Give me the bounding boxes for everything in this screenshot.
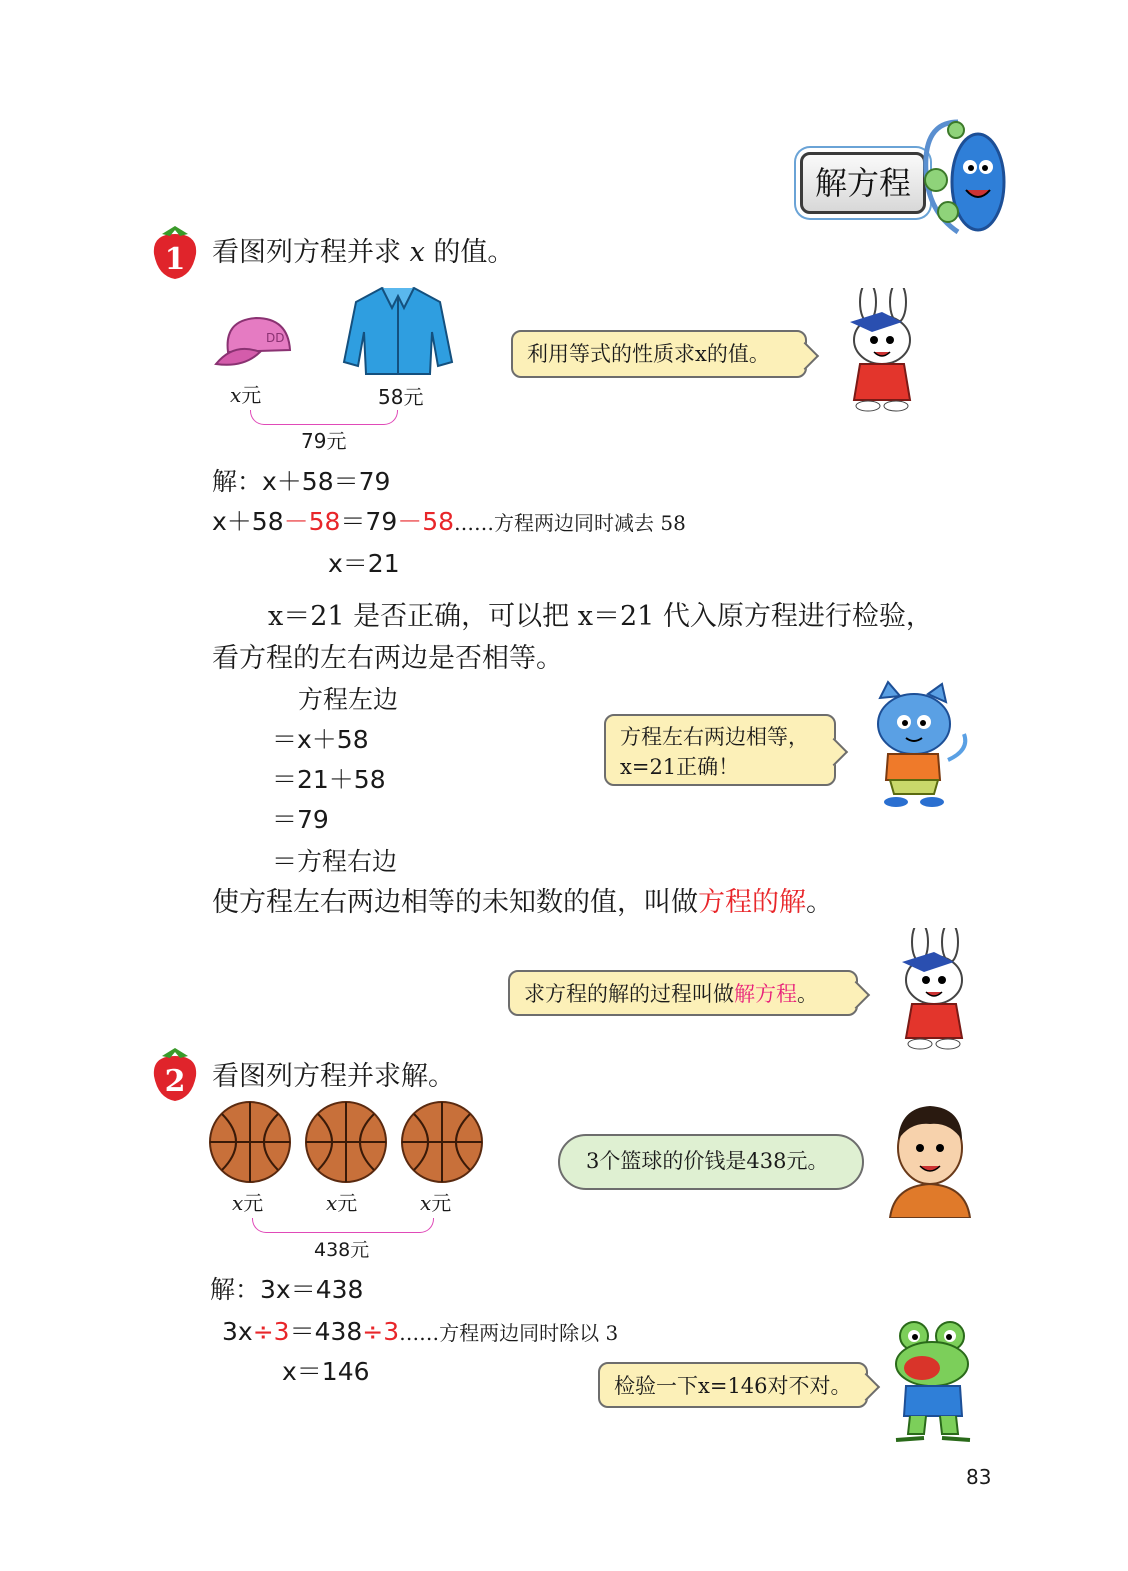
boy-speech-bubble: 3个篮球的价钱是438元。 [558,1134,864,1190]
check-line-1: 方程左边 [298,685,399,714]
rabbit-speech-bubble: 利用等式的性质求x的值。 [511,330,807,378]
q1-solution-line3: x＝21 [328,549,400,578]
basketball-icon [402,1102,482,1182]
svg-text:2: 2 [164,1064,186,1099]
basketballs-group [208,1100,486,1184]
q1-check-paragraph-line2: 看方程的左右两边是否相等。 [212,643,563,674]
strawberry-number-1-icon [150,224,200,280]
frog-speech-bubble: 检验一下x=146对不对。 [598,1362,868,1408]
pink-cap-icon [214,312,296,374]
check-line-4: ＝79 [272,805,329,834]
q1-solution-line1: 解：x＋58＝79 [212,467,391,496]
q1-total-label: 79元 [301,429,347,453]
boy-icon [880,1100,976,1218]
rabbit-teacher-icon [832,288,924,414]
strawberry-number-2-icon [150,1046,200,1102]
jacket-price-label: 58元 [378,385,424,409]
svg-text:1: 1 [164,242,186,277]
rabbit-speech-bubble-2: 求方程的解的过程叫做解方程。 [508,970,858,1016]
page-number: 83 [966,1465,992,1489]
definition-sentence: 使方程左右两边相等的未知数的值，叫做方程的解。 [212,887,833,918]
svg-text:DD: DD [266,331,285,345]
section-title: 解方程 [800,152,926,214]
q1-check-paragraph-line1: x＝21 是否正确，可以把 x＝21 代入原方程进行检验， [268,601,933,632]
ball-price-label-3: x元 [420,1191,452,1215]
cap-price-label: x元 [230,383,262,407]
cat-speech-bubble: 方程左右两边相等， x=21正确！ [604,714,836,786]
q2-solution-line3: x＝146 [282,1357,370,1386]
check-line-3: ＝21＋58 [272,765,386,794]
rabbit-teacher-icon-2 [884,928,976,1052]
q1-prompt: 看图列方程并求 x 的值。 [212,237,515,268]
basketball-icon [210,1102,290,1182]
q1-brace [250,410,398,425]
q2-total-label: 438元 [314,1239,370,1261]
q2-solution-line2: 3x÷3＝438÷3……方程两边同时除以 3 [222,1317,619,1346]
q1-solution-line2: x＋58－58＝79－58……方程两边同时减去 58 [212,507,686,536]
check-line-5: ＝方程右边 [272,847,398,876]
check-line-2: ＝x＋58 [272,725,369,754]
q2-solution-line1: 解：3x＝438 [210,1275,364,1304]
ball-price-label-2: x元 [326,1191,358,1215]
ball-price-label-1: x元 [232,1191,264,1215]
basketball-icon [306,1102,386,1182]
q2-prompt: 看图列方程并求解。 [212,1061,455,1092]
blue-jacket-icon [342,282,454,378]
mouse-mascot-icon [918,112,1008,237]
q2-brace [252,1218,434,1233]
frog-icon [888,1316,978,1446]
blue-cat-icon [858,680,974,810]
